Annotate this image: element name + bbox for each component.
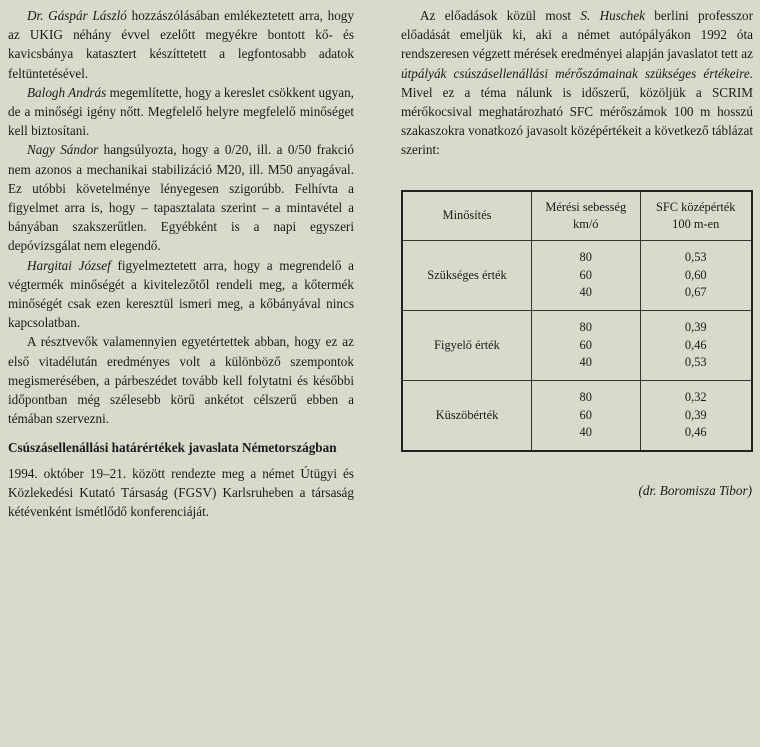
speed-cell [532, 381, 641, 452]
paragraph-huschek [401, 6, 753, 160]
header-classification: Minősítés [402, 191, 532, 241]
paragraph-text: 1994. október 19–21. között rendezte meg a német Útügyi és Közlekedési Kutató Társaság (FGSV) Karlsruheben a társaság kétévenként ismétlődő konferenciáját. [8, 465, 354, 520]
table-header-row [402, 191, 752, 241]
header-sfc [640, 191, 752, 241]
sfc-value: 0,32 [684, 390, 707, 405]
sfc-value: 0,53 [684, 355, 707, 370]
author-name: Balogh András [27, 84, 107, 100]
paragraph-hargitai [8, 256, 354, 333]
sfc-value: 0,53 [684, 250, 707, 265]
paragraph-text: A résztvevők valamennyien egyetértettek abban, hogy ez az első vitadélután eredményes volt a különböző szempontok megismerésében, a párbeszédet tovább kell folytatni és későbbi időpontban még szélesebb körű ankétot célszerű ebben a témában szervezni. [8, 334, 354, 427]
paragraph-text: figyelmeztetett arra, hogy a megrendelő a végtermék minőségét a kivitelezőtől rendeli meg, a kőtermék minőségét csak ezen keresztül ismeri meg, a kőbányával nincs kapcsolatban. [8, 257, 354, 331]
paragraph-balogh [8, 83, 354, 141]
speed-value: 40 [579, 355, 592, 370]
sfc-value: 0,46 [684, 425, 707, 440]
row-label: Szükséges érték [402, 241, 532, 311]
right-column [401, 6, 753, 160]
speed-value: 40 [579, 285, 592, 300]
sfc-value: 0,46 [684, 337, 707, 352]
header-line: 100 m-en [672, 217, 720, 231]
sfc-value: 0,39 [684, 407, 707, 422]
speed-value: 60 [579, 337, 592, 352]
sfc-table [401, 190, 753, 452]
speed-value: 60 [579, 267, 592, 282]
speed-cell [532, 241, 641, 311]
row-label: Figyelő érték [402, 311, 532, 381]
speed-value: 80 [579, 250, 592, 265]
sfc-value: 0,67 [684, 285, 707, 300]
header-line: SFC középérték [656, 199, 736, 214]
speed-value: 80 [579, 320, 592, 335]
author-name: Dr. Gáspár László [27, 8, 127, 23]
sfc-cell [640, 311, 752, 381]
emphasis-text: útpályák csúszásellenállási mérőszámainak szükséges értékeire. [401, 65, 753, 81]
table-row [402, 311, 752, 381]
paragraph-nagy [8, 140, 354, 255]
paragraph-text: Mivel ez a téma nálunk is időszerű, közöljük a SCRIM mérőkocsival meghatározható SFC mérőszámok 100 m hosszú szakaszokra vonatkozó javasolt középértékeit a következő táblázat szerint: [401, 84, 753, 158]
paragraph-text: megemlítette, hogy a kereslet csökkent ugyan, de a minőségi igény nőtt. Megfelelő helyre megfelelő minőséget kell biztosítani. [8, 84, 354, 139]
author-name: Nagy Sándor [27, 142, 99, 158]
left-column [8, 6, 354, 521]
speed-cell [532, 311, 641, 381]
author-name: Hargitai József [27, 257, 111, 273]
paragraph-summary [8, 332, 354, 428]
header-line: Mérési sebesség [545, 199, 627, 214]
table-row [402, 241, 752, 311]
author-name: S. Huschek [580, 8, 645, 23]
sfc-cell [640, 241, 752, 311]
paragraph-conference [8, 464, 354, 522]
sfc-value: 0,39 [684, 320, 707, 335]
author-signature: (dr. Boromisza Tibor) [638, 483, 752, 498]
sfc-value: 0,60 [684, 267, 707, 282]
paragraph-text: berlini professzor előadását emeljük ki, aki a német autópályákon 1992 óta rendszeresen végzett mérések eredményei alapján javaslatot tett az [401, 8, 753, 62]
speed-value: 80 [579, 390, 592, 405]
paragraph-text: hozzászólásában emlékeztetett arra, hogy az UKIG néhány évvel ezelőtt megyékre bontott kő- és kavicsbánya katasztert készíttetett a legfontosabb adatok feltüntetésével. [8, 8, 354, 81]
section-heading: Csúszásellenállási határértékek javaslata Németországban [8, 440, 337, 456]
paragraph-gaspar [8, 6, 354, 83]
paragraph-text: Az előadások közül most [420, 8, 581, 23]
paragraph-text: hangsúlyozta, hogy a 0/20, ill. a 0/50 frakció nem azonos a mechanikai stabilizáció M20, ill. M50 anyagával. Ez utóbbi követelménye lényegesen szigorúbb. Felhívta a figyelmet arra is, hogy – tapasztalata szerint – a mintavétel a bányában szakszerűtlen. Egyébként is a napi egyszeri depóvizsgálat nem elegendő. [8, 142, 355, 254]
sfc-cell [640, 381, 752, 452]
header-speed [532, 191, 641, 241]
speed-value: 40 [579, 425, 592, 440]
speed-value: 60 [579, 407, 592, 422]
header-line: km/ó [573, 217, 599, 231]
table-row [402, 381, 752, 452]
row-label: Küszöbérték [402, 381, 532, 452]
